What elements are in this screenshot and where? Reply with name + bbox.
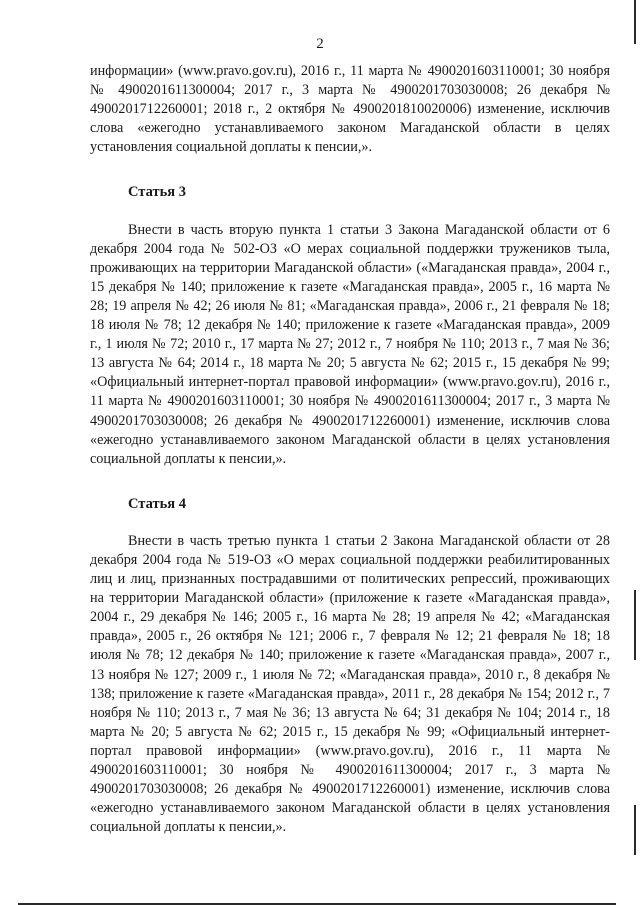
article-4-text: Внести в часть третью пункта 1 статьи 2 Закона Магаданской области от 28 декабря 2004 года № 519-ОЗ «О мерах социальной поддержки реабилитированных лиц и лиц, признанных пострадавшими от политических репрессий, проживающих на территории Магаданской области» (приложение к газете «Магаданская правда», 2004 г., 29 декабря № 146; 2005 г., 16 марта № 28; 19 апреля № 42; «Магаданская правда», 2005 г., 26 октября № 121; 2006 г., 7 февраля № 12; 21 февраля № 18; 18 июля № 78; 12 декабря № 140; приложение к газете «Магаданская правда», 2007 г., 13 ноября № 127; 2009 г., 1 июля № 72; «Магаданская правда», 2010 г., 8 декабря № 138; приложение к газете «Магаданская правда», 2011 г., 28 декабря № 154; 2012 г., 7 ноября № 110; 2013 г., 7 мая № 36; 13 августа № 64; 31 декабря № 104; 2014 г., 18 марта № 20; 5 августа № 62; 2015 г., 15 декабря № 99; «Официальный интернет-портал правовой информации» (www.pravo.gov.ru), 2016 г., 11 марта № 4900201603110001; 30 ноября № 4900201611300004; 2017 г., 3 марта № 4900201703030008; 26 декабря № 4900201712260001) изменение, исключив слова «ежегодно устанавливаемого законом Магаданской области в целях установления социальной доплаты к пенсии,». — [90, 532, 610, 836]
document-body — [90, 62, 610, 837]
article-3-heading: Статья 3 — [128, 184, 186, 201]
article-3-text: Внести в часть вторую пункта 1 статьи 3 Закона Магаданской области от 6 декабря 2004 года № 502-ОЗ «О мерах социальной поддержки тружеников тыла, проживающих на территории Магаданской области» («Магаданская правда», 2004 г., 15 декабря № 140; приложение к газете «Магаданская правда», 2005 г., 16 марта № 28; 19 апреля № 42; 26 июля № 81; «Магаданская правда», 2006 г., 21 февраля № 18; 18 июля № 78; 12 декабря № 140; приложение к газете «Магаданская правда», 2009 г., 1 июля № 72; 2010 г., 17 марта № 27; 2012 г., 7 ноября № 110; 2013 г., 7 мая № 36; 13 августа № 64; 2014 г., 18 марта № 20; 5 августа № 62; 2015 г., 15 декабря № 99; «Официальный интернет-портал правовой информации» (www.pravo.gov.ru), 2016 г., 11 марта № 4900201603110001; 30 ноября № 4900201611300004; 2017 г., 3 марта № 4900201703030008; 26 декабря № 4900201712260001) изменение, исключив слова «ежегодно устанавливаемого законом Магаданской области в целях установления социальной доплаты к пенсии,». — [90, 221, 610, 467]
scan-edge-mark-top — [634, 0, 636, 44]
scan-edge-mark-middle — [634, 590, 636, 660]
article-4-heading: Статья 4 — [128, 495, 186, 512]
scan-edge-mark-bottom — [634, 805, 636, 855]
intro-paragraph: информации» (www.pravo.gov.ru), 2016 г., 11 марта № 4900201603110001; 30 ноября № 4900201611300004; 2017 г., 3 марта № 4900201703030008; 26 декабря № 4900201712260001; 2018 г., 2 октября № 4900201810020006) изменение, исключив слова «ежегодно устанавливаемого законом Магаданской области в целях установления социальной доплаты к пенсии,». — [90, 63, 610, 156]
page-number: 2 — [316, 36, 324, 52]
